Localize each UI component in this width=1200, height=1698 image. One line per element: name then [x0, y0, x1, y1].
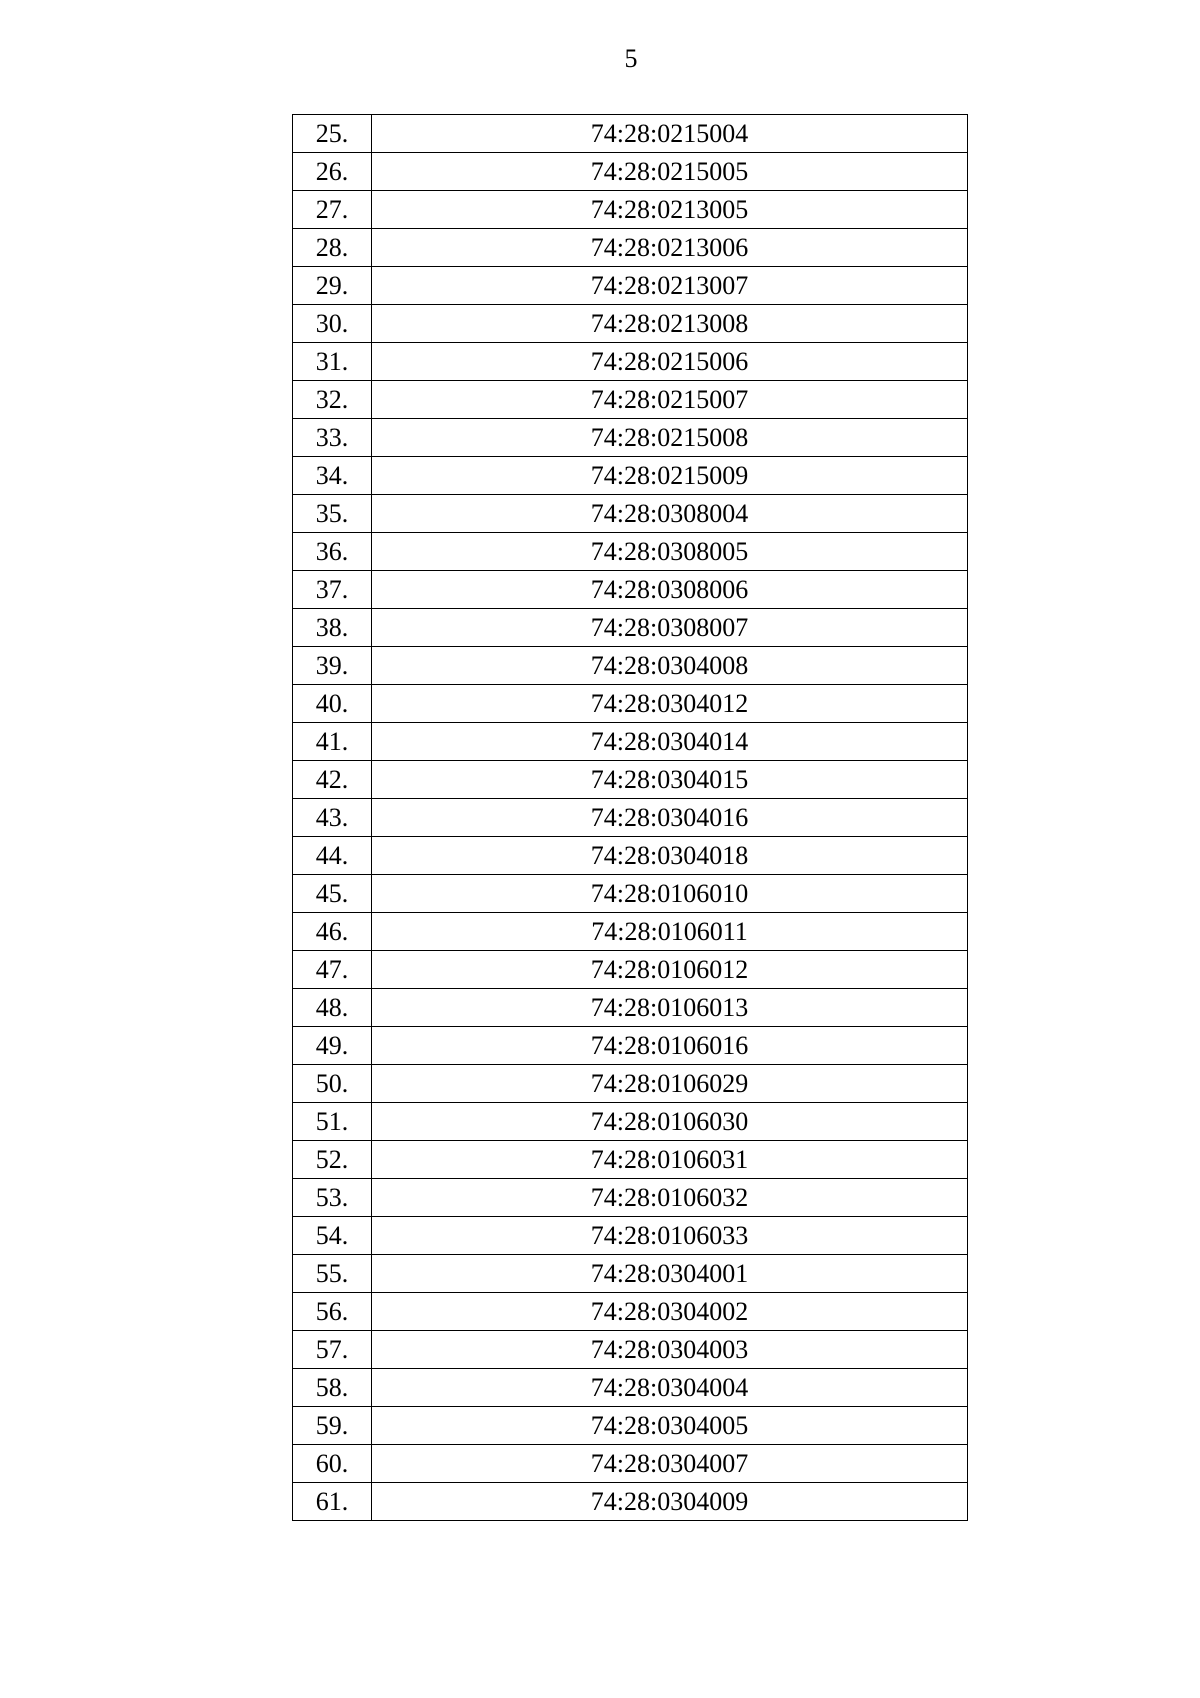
table-row — [293, 1445, 968, 1483]
cadastral-table — [292, 114, 968, 1521]
cadastral-code-cell: 74:28:0215008 — [372, 419, 968, 457]
cadastral-code-cell: 74:28:0106033 — [372, 1217, 968, 1255]
cadastral-code-cell: 74:28:0106010 — [372, 875, 968, 913]
table-row — [293, 533, 968, 571]
cadastral-code-cell: 74:28:0215004 — [372, 115, 968, 153]
row-number-cell: 28. — [293, 229, 372, 267]
cadastral-code-cell: 74:28:0106013 — [372, 989, 968, 1027]
row-number-cell: 26. — [293, 153, 372, 191]
table-row — [293, 1483, 968, 1521]
cadastral-code-cell: 74:28:0106016 — [372, 1027, 968, 1065]
table-row — [293, 229, 968, 267]
row-number-cell: 61. — [293, 1483, 372, 1521]
table-row — [293, 153, 968, 191]
row-number-cell: 33. — [293, 419, 372, 457]
table-row — [293, 1255, 968, 1293]
cadastral-code-cell: 74:28:0215007 — [372, 381, 968, 419]
cadastral-code-cell: 74:28:0304014 — [372, 723, 968, 761]
table-row — [293, 799, 968, 837]
cadastral-code-cell: 74:28:0106029 — [372, 1065, 968, 1103]
table-row — [293, 761, 968, 799]
row-number-cell: 43. — [293, 799, 372, 837]
row-number-cell: 48. — [293, 989, 372, 1027]
row-number-cell: 44. — [293, 837, 372, 875]
cadastral-code-cell: 74:28:0304018 — [372, 837, 968, 875]
table-row — [293, 1407, 968, 1445]
row-number-cell: 32. — [293, 381, 372, 419]
row-number-cell: 45. — [293, 875, 372, 913]
page-number: 5 — [624, 44, 638, 73]
cadastral-code-cell: 74:28:0304016 — [372, 799, 968, 837]
row-number-cell: 46. — [293, 913, 372, 951]
table-row — [293, 609, 968, 647]
table-row — [293, 647, 968, 685]
table-row — [293, 1293, 968, 1331]
cadastral-code-cell: 74:28:0213008 — [372, 305, 968, 343]
row-number-cell: 53. — [293, 1179, 372, 1217]
table-row — [293, 571, 968, 609]
row-number-cell: 30. — [293, 305, 372, 343]
row-number-cell: 49. — [293, 1027, 372, 1065]
table-row — [293, 1331, 968, 1369]
cadastral-code-cell: 74:28:0215006 — [372, 343, 968, 381]
table-row — [293, 495, 968, 533]
cadastral-code-cell: 74:28:0106032 — [372, 1179, 968, 1217]
row-number-cell: 52. — [293, 1141, 372, 1179]
row-number-cell: 39. — [293, 647, 372, 685]
table-row — [293, 837, 968, 875]
cadastral-code-cell: 74:28:0304007 — [372, 1445, 968, 1483]
table-row — [293, 419, 968, 457]
row-number-cell: 40. — [293, 685, 372, 723]
cadastral-code-cell: 74:28:0304008 — [372, 647, 968, 685]
row-number-cell: 35. — [293, 495, 372, 533]
cadastral-code-cell: 74:28:0215005 — [372, 153, 968, 191]
cadastral-code-cell: 74:28:0304002 — [372, 1293, 968, 1331]
row-number-cell: 34. — [293, 457, 372, 495]
table-row — [293, 267, 968, 305]
table-row — [293, 305, 968, 343]
table-row — [293, 989, 968, 1027]
table-row — [293, 875, 968, 913]
cadastral-code-cell: 74:28:0215009 — [372, 457, 968, 495]
cadastral-code-cell: 74:28:0304003 — [372, 1331, 968, 1369]
cadastral-code-cell: 74:28:0308004 — [372, 495, 968, 533]
row-number-cell: 25. — [293, 115, 372, 153]
table-row — [293, 343, 968, 381]
row-number-cell: 57. — [293, 1331, 372, 1369]
cadastral-code-cell: 74:28:0213005 — [372, 191, 968, 229]
row-number-cell: 37. — [293, 571, 372, 609]
row-number-cell: 55. — [293, 1255, 372, 1293]
table-body — [293, 115, 968, 1521]
cadastral-code-cell: 74:28:0106031 — [372, 1141, 968, 1179]
cadastral-code-cell: 74:28:0304005 — [372, 1407, 968, 1445]
table-row — [293, 723, 968, 761]
cadastral-code-cell: 74:28:0213006 — [372, 229, 968, 267]
cadastral-code-cell: 74:28:0213007 — [372, 267, 968, 305]
cadastral-code-cell: 74:28:0304015 — [372, 761, 968, 799]
table-row — [293, 1179, 968, 1217]
row-number-cell: 58. — [293, 1369, 372, 1407]
cadastral-code-cell: 74:28:0304004 — [372, 1369, 968, 1407]
table-row — [293, 1065, 968, 1103]
row-number-cell: 31. — [293, 343, 372, 381]
row-number-cell: 42. — [293, 761, 372, 799]
cadastral-code-cell: 74:28:0106011 — [372, 913, 968, 951]
cadastral-code-cell: 74:28:0304001 — [372, 1255, 968, 1293]
table-row — [293, 685, 968, 723]
table-row — [293, 1027, 968, 1065]
table-row — [293, 1217, 968, 1255]
table-row — [293, 381, 968, 419]
row-number-cell: 47. — [293, 951, 372, 989]
table-row — [293, 191, 968, 229]
cadastral-code-cell: 74:28:0308007 — [372, 609, 968, 647]
cadastral-code-cell: 74:28:0106030 — [372, 1103, 968, 1141]
table-row — [293, 1141, 968, 1179]
row-number-cell: 59. — [293, 1407, 372, 1445]
row-number-cell: 56. — [293, 1293, 372, 1331]
table-row — [293, 913, 968, 951]
row-number-cell: 54. — [293, 1217, 372, 1255]
table-row — [293, 1369, 968, 1407]
row-number-cell: 50. — [293, 1065, 372, 1103]
table-row — [293, 457, 968, 495]
table-row — [293, 951, 968, 989]
row-number-cell: 29. — [293, 267, 372, 305]
cadastral-code-cell: 74:28:0308006 — [372, 571, 968, 609]
row-number-cell: 51. — [293, 1103, 372, 1141]
cadastral-code-cell: 74:28:0304012 — [372, 685, 968, 723]
table-row — [293, 115, 968, 153]
table-row — [293, 1103, 968, 1141]
row-number-cell: 27. — [293, 191, 372, 229]
cadastral-code-cell: 74:28:0304009 — [372, 1483, 968, 1521]
row-number-cell: 38. — [293, 609, 372, 647]
row-number-cell: 60. — [293, 1445, 372, 1483]
cadastral-code-cell: 74:28:0308005 — [372, 533, 968, 571]
row-number-cell: 36. — [293, 533, 372, 571]
cadastral-code-cell: 74:28:0106012 — [372, 951, 968, 989]
row-number-cell: 41. — [293, 723, 372, 761]
